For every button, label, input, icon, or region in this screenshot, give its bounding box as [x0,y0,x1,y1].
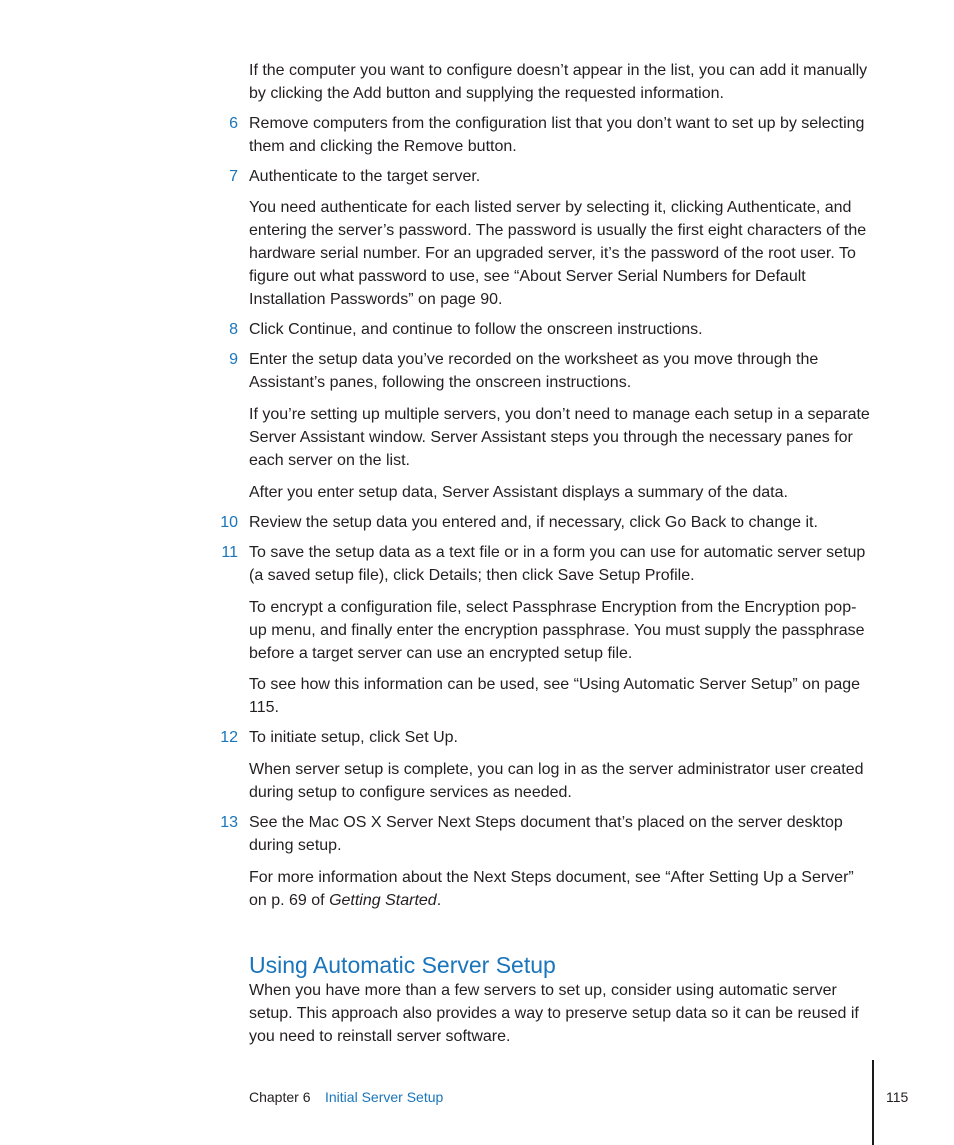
step-13-text: See the Mac OS X Server Next Steps document that’s placed on the server desktop during setup. [249,814,843,854]
section-heading: Using Automatic Server Setup [249,952,556,978]
step-number-10: 10 [220,514,238,531]
step-11-text: To save the setup data as a text file or in a form you can use for automatic server setup (a saved setup file), click Details; then click Save Setup Profile. [249,544,866,584]
step-number-7: 7 [229,168,238,185]
step-number-9: 9 [229,351,238,368]
more-info-text: For more information about the Next Steps document, see “After Setting Up a Server” on p. 69 of [249,869,854,909]
footer-chapter-label: Chapter 6 [249,1089,311,1105]
paragraph-see-how: To see how this information can be used, see “Using Automatic Server Setup” on page 115. [249,676,861,716]
page-number: 115 [886,1089,909,1105]
paragraph-setup-complete: When server setup is complete, you can log in as the server administrator user created during setup to configure services as needed. [249,761,864,801]
step-6-text: Remove computers from the configuration list that you don’t want to set up by selecting them and clicking the Remove button. [249,115,865,155]
paragraph-multiple-servers: If you’re setting up multiple servers, you don’t need to manage each setup in a separate Server Assistant window. Server Assistant steps you through the necessary panes for each server on the list. [249,406,870,469]
footer-chapter-title: Initial Server Setup [325,1089,444,1105]
paragraph-encrypt: To encrypt a configuration file, select Passphrase Encryption from the Encryption pop-up menu, and finally enter the encryption passphrase. You must supply the passphrase before a target server can use an encrypted setup file. [249,599,865,662]
paragraph-add-manually: If the computer you want to configure doesn’t appear in the list, you can add it manually by clicking the Add button and supplying the requested information. [249,62,868,102]
step-10-text: Review the setup data you entered and, if necessary, click Go Back to change it. [249,514,818,531]
footer-divider [872,1060,874,1145]
step-number-12: 12 [220,729,238,746]
step-8-text: Click Continue, and continue to follow the onscreen instructions. [249,321,703,338]
step-12-text: To initiate setup, click Set Up. [249,729,458,746]
step-number-6: 6 [229,115,238,132]
book-title-getting-started: Getting Started [329,892,437,909]
step-7-text: Authenticate to the target server. [249,168,481,185]
paragraph-section-intro: When you have more than a few servers to set up, consider using automatic server setup. This approach also provides a way to preserve setup data so it can be reused if you need to reinstall server software. [249,982,859,1045]
more-info-period: . [436,892,442,909]
step-9-text: Enter the setup data you’ve recorded on the worksheet as you move through the Assistant’s panes, following the onscreen instructions. [249,351,819,391]
paragraph-authenticate: You need authenticate for each listed server by selecting it, clicking Authenticate, and entering the server’s password. The password is usually the first eight characters of the hardware serial number. For an upgraded server, it’s the password of the root user. To figure out what password to use, see “About Server Serial Numbers for Default Installation Passwords” on page 90. [249,199,867,308]
paragraph-more-info [249,866,874,912]
step-number-11: 11 [221,544,238,561]
paragraph-summary: After you enter setup data, Server Assistant displays a summary of the data. [249,484,788,501]
step-number-13: 13 [220,814,238,831]
step-number-8: 8 [229,321,238,338]
